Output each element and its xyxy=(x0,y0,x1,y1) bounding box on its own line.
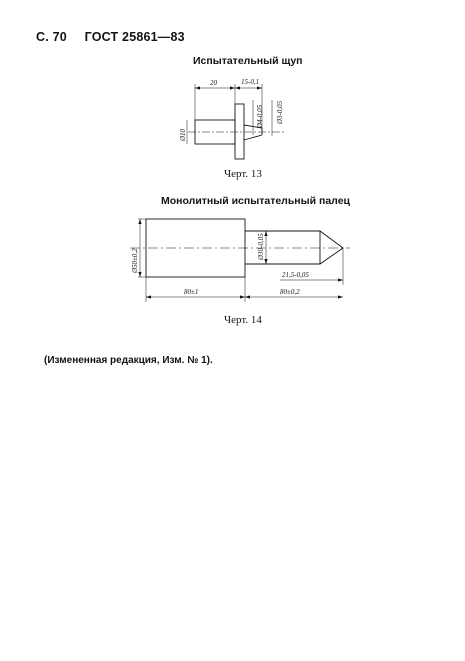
page-number: С. 70 xyxy=(36,30,67,44)
fig14-caption: Черт. 14 xyxy=(224,314,262,326)
fig13-dim-d10: Ø10 xyxy=(179,128,187,141)
fig14-dim-d50: Ø50±0,2 xyxy=(131,248,139,273)
fig13-dim-20: 20 xyxy=(210,79,217,87)
fig13-drawing xyxy=(187,84,285,159)
fig14-body xyxy=(146,219,245,277)
fig13-dim-15: 15-0,1 xyxy=(241,78,260,86)
fig13-title: Испытательный щуп xyxy=(193,55,303,67)
fig13-dim-d4: Ø4-0,05 xyxy=(256,104,264,128)
fig13-dim-d3: Ø3-0,05 xyxy=(276,100,284,124)
change-note: (Измененная редакция, Изм. № 1). xyxy=(44,355,213,366)
fig14-title: Монолитный испытательный палец xyxy=(161,195,350,207)
fig14-dim-80a: 80±1 xyxy=(184,288,199,296)
fig14-dim-d30: Ø30-0,05 xyxy=(257,233,265,260)
fig14-dim-21: 21,5-0,05 xyxy=(282,271,309,279)
fig13-handle xyxy=(195,120,235,144)
fig13-caption: Черт. 13 xyxy=(224,168,262,180)
fig14-dim-80b: 80±0,2 xyxy=(280,288,300,296)
standard-number: ГОСТ 25861—83 xyxy=(84,30,185,44)
fig13-collar xyxy=(235,104,244,159)
fig14-drawing xyxy=(130,219,350,302)
